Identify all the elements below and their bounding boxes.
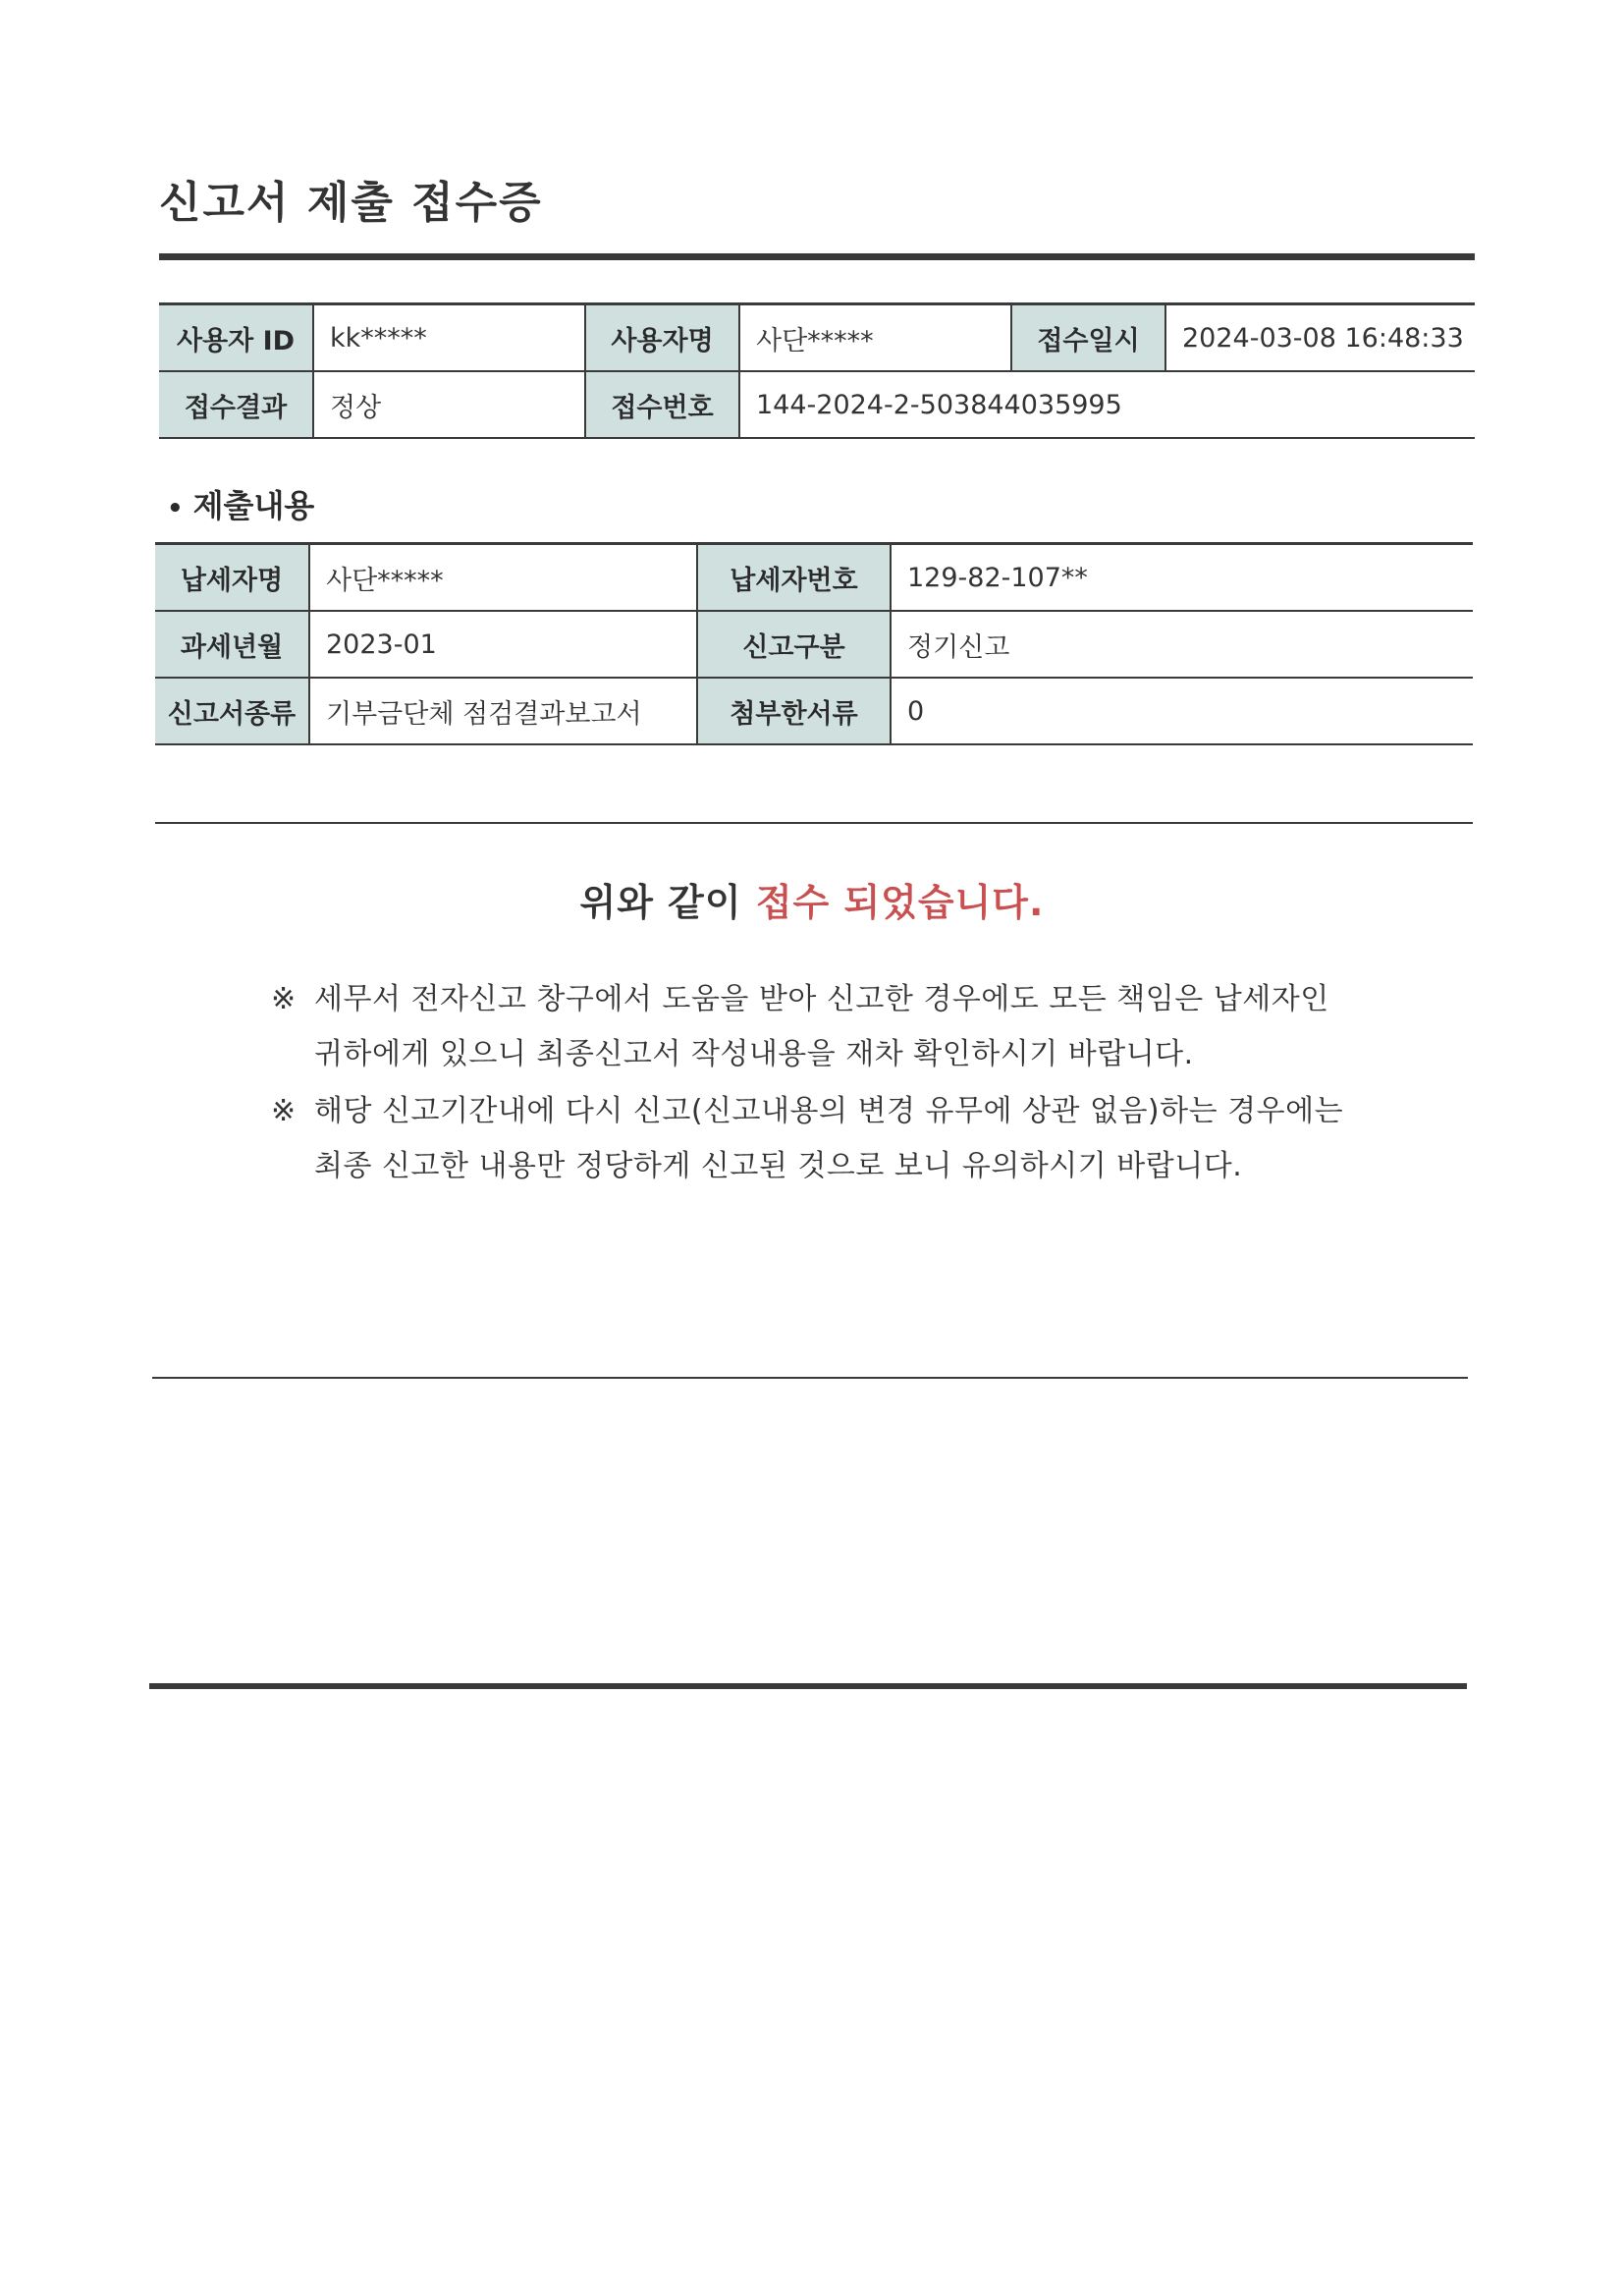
user-id-label: 사용자 ID bbox=[159, 304, 313, 372]
bullet-icon: • bbox=[167, 494, 184, 523]
taxpayer-no-label: 납세자번호 bbox=[697, 544, 891, 612]
reference-mark-icon: ※ bbox=[271, 982, 297, 1016]
tax-period-label: 과세년월 bbox=[155, 611, 309, 678]
user-id-value: kk***** bbox=[313, 304, 585, 372]
attachments-value: 0 bbox=[891, 678, 1473, 744]
report-type-value: 정기신고 bbox=[891, 611, 1473, 678]
notice-2-line-1: 해당 신고기간내에 다시 신고(신고내용의 변경 유무에 상관 없음)하는 경우에는 bbox=[314, 1094, 1344, 1128]
user-info-table bbox=[159, 302, 1475, 439]
notice-2-line-2: 최종 신고한 내용만 정당하게 신고된 것으로 보니 유의하시기 바랍니다. bbox=[314, 1149, 1243, 1183]
form-kind-value: 기부금단체 점검결과보고서 bbox=[309, 678, 697, 744]
result-label: 접수결과 bbox=[159, 371, 313, 438]
receipt-no-label: 접수번호 bbox=[585, 371, 739, 438]
receipt-confirmation bbox=[0, 872, 1624, 926]
submission-row-2 bbox=[155, 611, 1473, 678]
user-name-label: 사용자명 bbox=[585, 304, 739, 372]
submission-row-1 bbox=[155, 544, 1473, 612]
received-at-label: 접수일시 bbox=[1011, 304, 1165, 372]
notice-1-line-2: 귀하에게 있으니 최종신고서 작성내용을 재차 확인하시기 바랍니다. bbox=[314, 1037, 1194, 1071]
taxpayer-name-value: 사단***** bbox=[309, 544, 697, 612]
reference-mark-icon: ※ bbox=[271, 1094, 297, 1128]
user-info-row-2 bbox=[159, 371, 1475, 438]
receipt-no-value: 144-2024-2-503844035995 bbox=[739, 371, 1475, 438]
notice-1 bbox=[271, 972, 1329, 1082]
taxpayer-name-label: 납세자명 bbox=[155, 544, 309, 612]
divider-bottom bbox=[149, 1683, 1467, 1689]
notice-1-line-1: 세무서 전자신고 창구에서 도움을 받아 신고한 경우에도 모든 책임은 납세자인 bbox=[314, 982, 1329, 1016]
taxpayer-no-value: 129-82-107** bbox=[891, 544, 1473, 612]
page-title: 신고서 제출 접수증 bbox=[159, 178, 543, 228]
report-type-label: 신고구분 bbox=[697, 611, 891, 678]
user-name-value: 사단***** bbox=[739, 304, 1011, 372]
confirmation-prefix: 위와 같이 bbox=[579, 881, 756, 924]
divider-upper bbox=[155, 822, 1473, 824]
form-kind-label: 신고서종류 bbox=[155, 678, 309, 744]
title-divider bbox=[159, 253, 1475, 260]
divider-middle bbox=[152, 1377, 1468, 1379]
attachments-label: 첨부한서류 bbox=[697, 678, 891, 744]
submission-section-title bbox=[167, 481, 314, 526]
result-value: 정상 bbox=[313, 371, 585, 438]
submission-section-label: 제출내용 bbox=[192, 487, 315, 524]
received-at-value: 2024-03-08 16:48:33 bbox=[1165, 304, 1475, 372]
notice-2 bbox=[271, 1084, 1343, 1194]
confirmation-highlight: 접수 되었습니다. bbox=[755, 881, 1045, 924]
user-info-row-1 bbox=[159, 304, 1475, 372]
submission-table bbox=[155, 542, 1473, 745]
submission-row-3 bbox=[155, 678, 1473, 744]
tax-period-value: 2023-01 bbox=[309, 611, 697, 678]
